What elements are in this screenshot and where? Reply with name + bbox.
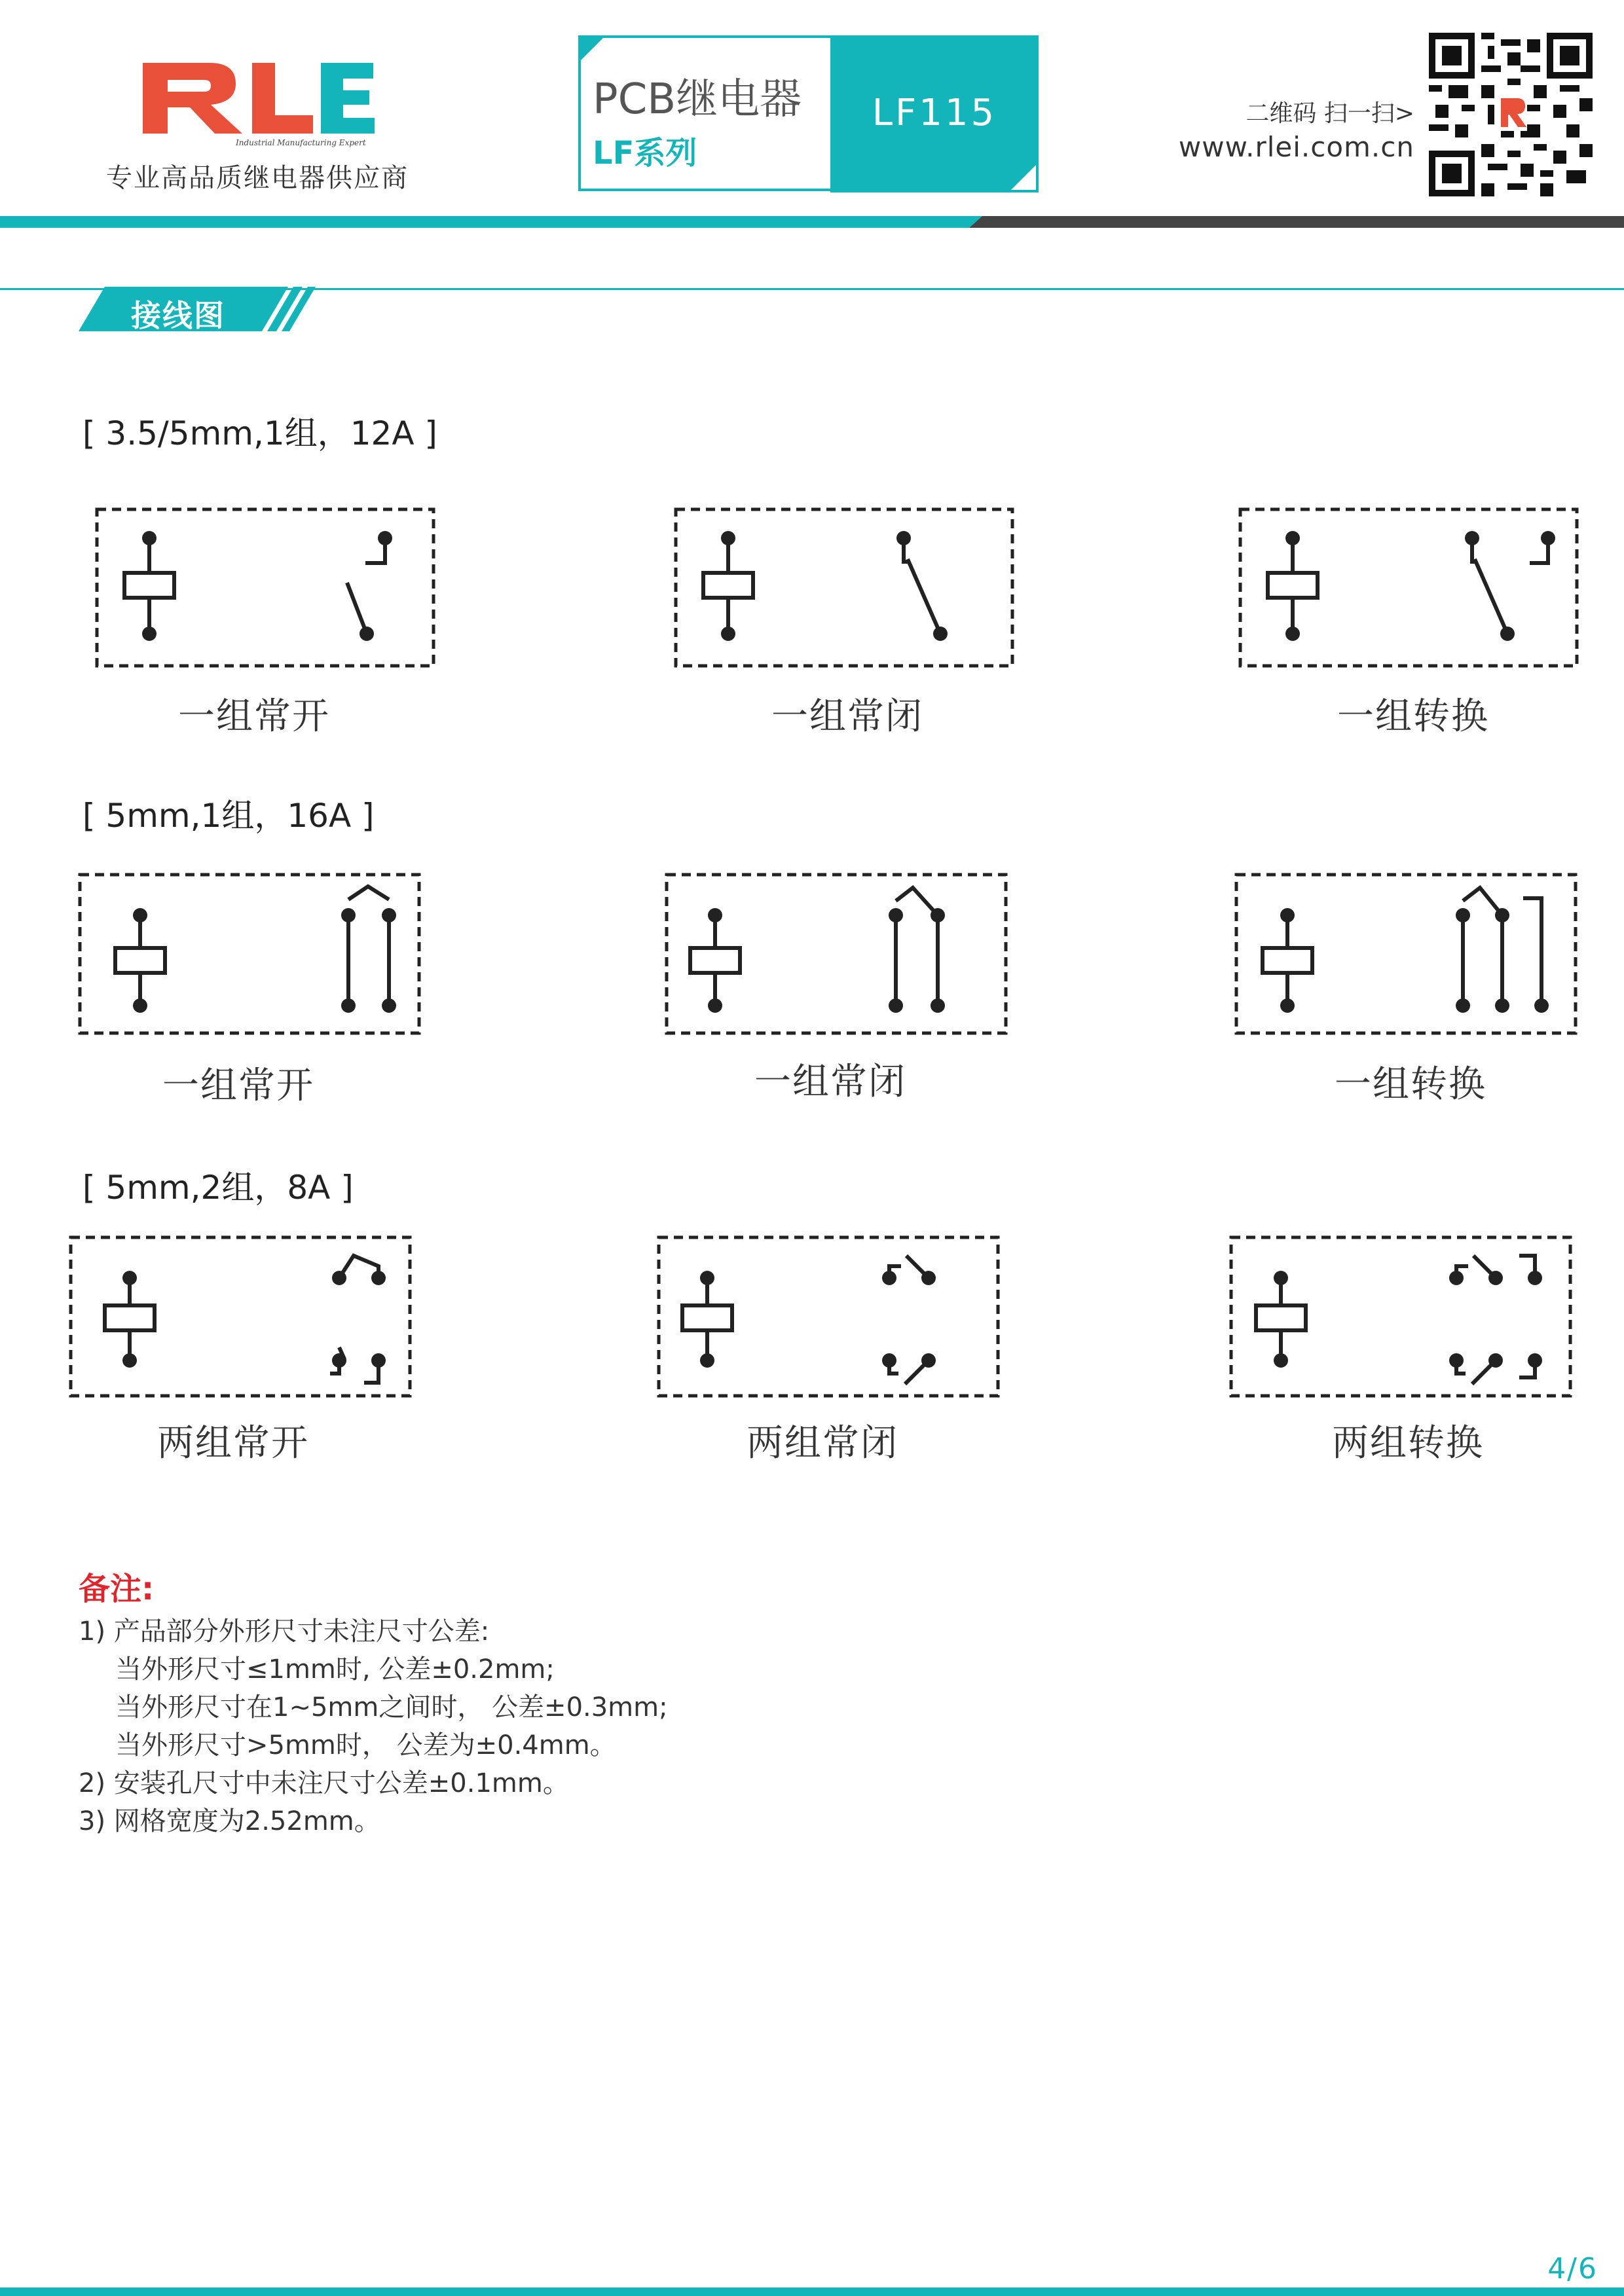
product-series: LF系列: [593, 135, 697, 172]
product-box-corner: [581, 38, 603, 60]
note-line-3: 当外形尺寸在1~5mm之间时， 公差±0.3mm;: [115, 1692, 668, 1722]
diagram-2c-changeover: [1231, 869, 1581, 1038]
diagram-1c-changeover: [1235, 504, 1582, 671]
note-line-6: 3) 网格宽度为2.52mm。: [79, 1806, 380, 1836]
caption-1c: 一组转换: [1337, 695, 1489, 738]
group-heading-1: [ 3.5/5mm,1组，12A ]: [83, 414, 437, 452]
notes-title: 备注:: [79, 1571, 155, 1607]
caption-2c: 一组转换: [1335, 1063, 1486, 1106]
page-number: 4/6: [1547, 2252, 1598, 2286]
model-number: LF115: [872, 92, 997, 134]
diagram-2a-normally-open: [75, 869, 424, 1038]
qr-hint: 二维码 扫一扫>: [1246, 100, 1414, 127]
company-tagline: 专业高品质继电器供应商: [106, 163, 409, 193]
caption-3a: 两组常开: [157, 1422, 309, 1465]
caption-1a: 一组常开: [178, 695, 330, 738]
qr-code-icon[interactable]: [1429, 33, 1593, 196]
diagram-1a-normally-open: [92, 504, 439, 671]
product-title: PCB继电器: [593, 75, 802, 124]
note-line-4: 当外形尺寸>5mm时， 公差为±0.4mm。: [115, 1730, 616, 1760]
website-url[interactable]: www.rlei.com.cn: [1178, 131, 1414, 163]
model-badge-corner: [1011, 165, 1036, 190]
note-line-1: 1) 产品部分外形尺寸未注尺寸公差:: [79, 1616, 490, 1647]
caption-2b: 一组常闭: [754, 1061, 906, 1103]
group-heading-3: [ 5mm,2组，8A ]: [83, 1169, 354, 1207]
logo-subtext: Industrial Manufacturing Expert: [236, 138, 366, 147]
caption-1b: 一组常闭: [771, 695, 923, 738]
caption-2a: 一组常开: [162, 1065, 314, 1107]
caption-3b: 两组常闭: [747, 1422, 898, 1465]
section-title: 接线图: [131, 298, 225, 333]
group-heading-2: [ 5mm,1组，16A ]: [83, 797, 375, 835]
diagram-1b-normally-closed: [671, 504, 1018, 671]
diagram-2b-normally-closed: [661, 869, 1011, 1038]
note-line-2: 当外形尺寸≤1mm时, 公差±0.2mm;: [115, 1654, 555, 1685]
diagram-3c-two-changeover: [1226, 1232, 1576, 1401]
caption-3c: 两组转换: [1332, 1422, 1484, 1465]
rlei-logo: [131, 50, 386, 148]
diagram-3a-two-normally-open: [65, 1232, 415, 1401]
footer-bar: [0, 2287, 1624, 2296]
header-rule: [0, 216, 1624, 228]
note-line-5: 2) 安装孔尺寸中未注尺寸公差±0.1mm。: [79, 1768, 569, 1798]
diagram-3b-two-normally-closed: [654, 1232, 1003, 1401]
